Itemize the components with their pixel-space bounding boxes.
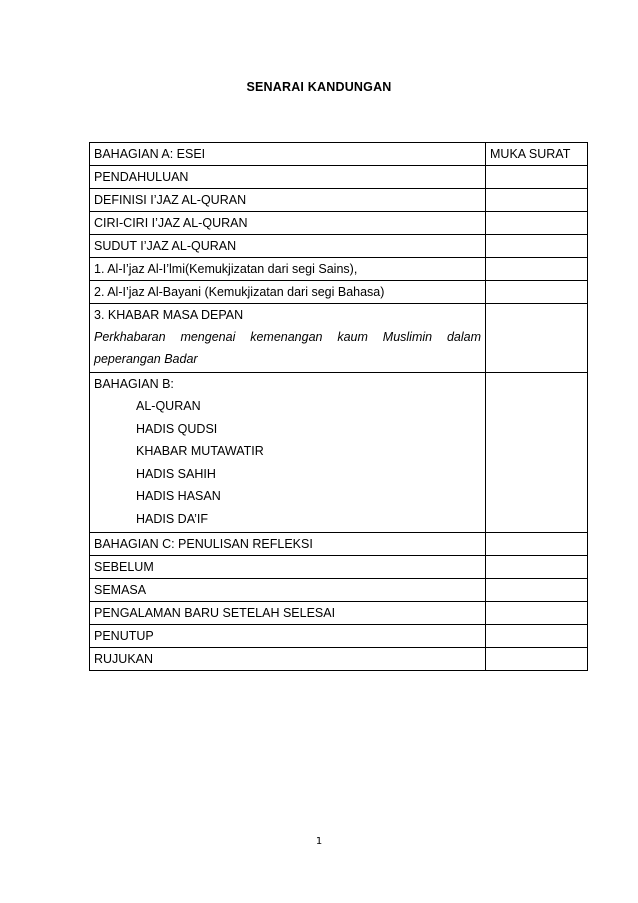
toc-entry-ciri-ciri: CIRI-CIRI I’JAZ AL-QURAN — [90, 212, 486, 235]
toc-page-cell — [486, 166, 588, 189]
section-b-heading: BAHAGIAN B: — [94, 377, 174, 391]
toc-page-cell — [486, 281, 588, 304]
list-item: HADIS DA’IF — [136, 511, 208, 526]
toc-entry-rujukan: RUJUKAN — [90, 648, 486, 671]
toc-page-cell — [486, 533, 588, 556]
page-column-heading: MUKA SURAT — [486, 143, 588, 166]
table-of-contents — [89, 142, 588, 671]
toc-page-cell — [486, 212, 588, 235]
toc-entry-sudut: SUDUT I’JAZ AL-QURAN — [90, 235, 486, 258]
toc-entry-penutup: PENUTUP — [90, 625, 486, 648]
toc-page-cell — [486, 602, 588, 625]
toc-row — [90, 281, 588, 304]
section-b-list — [94, 395, 481, 530]
toc-row — [90, 533, 588, 556]
toc-entry-sebelum: SEBELUM — [90, 556, 486, 579]
toc-entry-ilmi: 1. Al-I’jaz Al-I’lmi(Kemukjizatan dari segi Sains), — [90, 258, 486, 281]
section-c-heading: BAHAGIAN C: PENULISAN REFLEKSI — [90, 533, 486, 556]
toc-row — [90, 166, 588, 189]
toc-row — [90, 602, 588, 625]
list-item: AL-QURAN — [136, 399, 201, 413]
toc-page-cell — [486, 579, 588, 602]
toc-page-cell — [486, 648, 588, 671]
toc-row — [90, 625, 588, 648]
toc-entry-definisi: DEFINISI I’JAZ AL-QURAN — [90, 189, 486, 212]
toc-page-cell — [486, 373, 588, 533]
toc-page-cell — [486, 235, 588, 258]
toc-row — [90, 235, 588, 258]
toc-row — [90, 556, 588, 579]
toc-row — [90, 189, 588, 212]
toc-page-cell — [486, 258, 588, 281]
toc-page-cell — [486, 625, 588, 648]
toc-entry-khabar-title: 3. KHABAR MASA DEPAN — [94, 308, 244, 322]
list-item: KHABAR MUTAWATIR — [136, 444, 264, 458]
toc-entry-bayani: 2. Al-I’jaz Al-Bayani (Kemukjizatan dari segi Bahasa) — [90, 281, 486, 304]
toc-entry-pengalaman: PENGALAMAN BARU SETELAH SELESAI — [90, 602, 486, 625]
toc-page-cell — [486, 304, 588, 373]
toc-row — [90, 304, 588, 373]
toc-entry-semasa: SEMASA — [90, 579, 486, 602]
toc-page-cell — [486, 556, 588, 579]
toc-row — [90, 212, 588, 235]
toc-row — [90, 648, 588, 671]
list-item: HADIS HASAN — [136, 489, 221, 503]
toc-header-row — [90, 143, 588, 166]
toc-page-cell — [486, 189, 588, 212]
list-item: HADIS QUDSI — [136, 421, 218, 436]
toc-entry-khabar — [90, 304, 486, 373]
toc-row — [90, 579, 588, 602]
toc-entry-bahagian-b — [90, 373, 486, 533]
list-item: HADIS SAHIH — [136, 466, 216, 481]
toc-row — [90, 373, 588, 533]
section-a-heading: BAHAGIAN A: ESEI — [90, 143, 486, 166]
page-number: 1 — [315, 836, 323, 847]
toc-row — [90, 258, 588, 281]
toc-entry-pendahuluan: PENDAHULUAN — [90, 166, 486, 189]
document-title: SENARAI KANDUNGAN — [246, 80, 392, 94]
toc-entry-khabar-detail: Perkhabaran mengenai kemenangan kaum Muslimin dalam peperangan Badar — [94, 330, 481, 366]
